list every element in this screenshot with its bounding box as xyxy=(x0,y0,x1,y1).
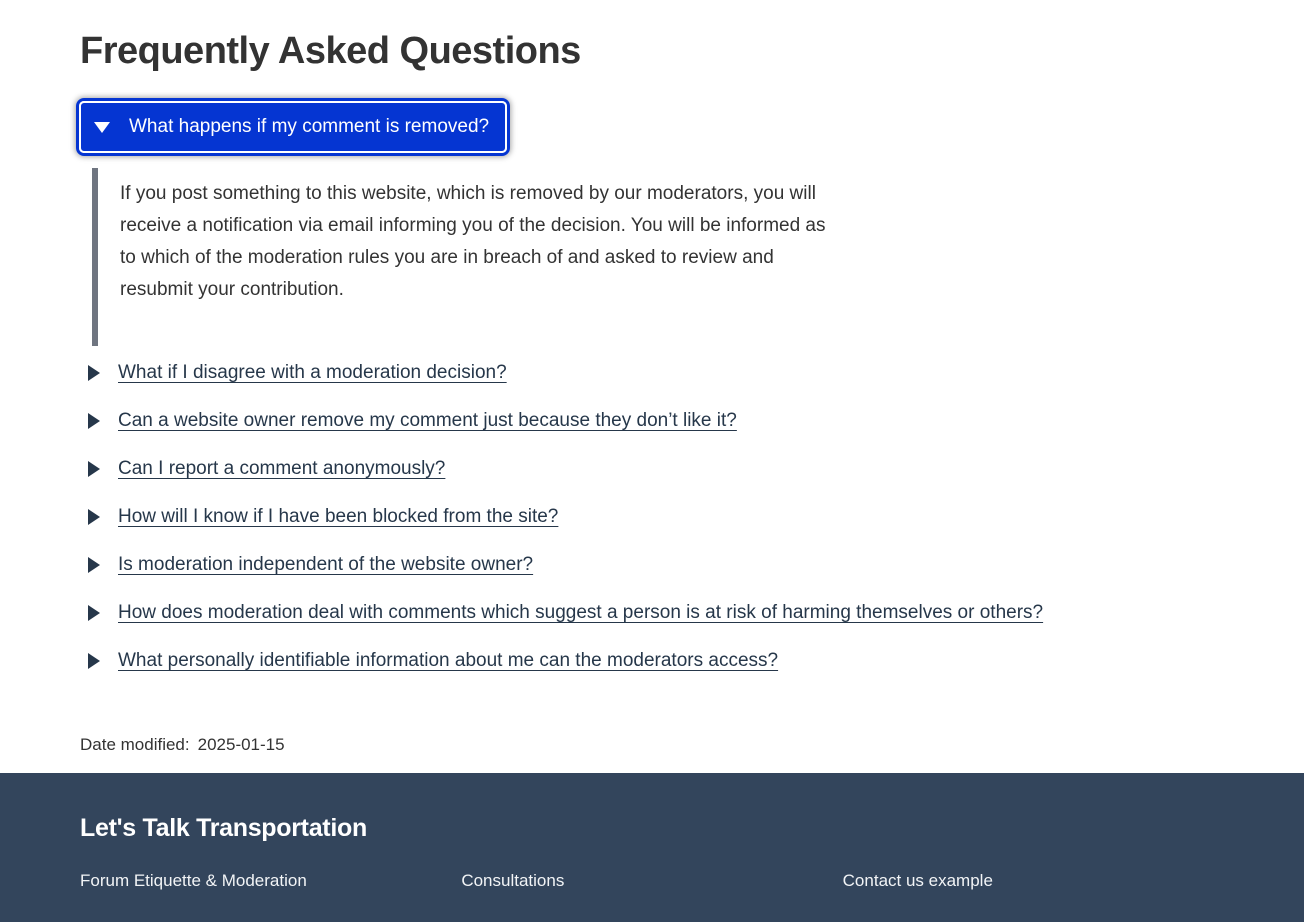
faq-question-toggle[interactable] xyxy=(88,504,1224,530)
footer-brand-title: Let's Talk Transportation xyxy=(80,814,367,842)
faq-question-toggle[interactable] xyxy=(88,600,1224,626)
triangle-right-icon xyxy=(88,605,100,621)
triangle-right-icon xyxy=(88,461,100,477)
faq-item-expanded xyxy=(80,98,1224,346)
page-title: Frequently Asked Questions xyxy=(80,30,581,72)
footer-nav xyxy=(80,868,1224,894)
faq-question-expanded-toggle[interactable] xyxy=(76,98,510,156)
date-modified xyxy=(80,732,1224,758)
footer-link-contact-us[interactable]: Contact us example xyxy=(842,871,993,890)
date-modified-label: Date modified: xyxy=(80,735,190,754)
triangle-right-icon xyxy=(88,413,100,429)
faq-question-toggle[interactable] xyxy=(88,456,1224,482)
triangle-right-icon xyxy=(88,365,100,381)
faq-question-toggle[interactable] xyxy=(88,552,1224,578)
faq-question-toggle[interactable] xyxy=(88,408,1224,434)
faq-accordion xyxy=(80,98,1224,674)
triangle-right-icon xyxy=(88,557,100,573)
faq-question-label: Can a website owner remove my comment just because they don’t like it? xyxy=(118,410,737,431)
faq-question-toggle[interactable] xyxy=(88,648,1224,674)
faq-question-label: Is moderation independent of the website owner? xyxy=(118,554,534,575)
triangle-down-icon xyxy=(94,122,110,133)
triangle-right-icon xyxy=(88,653,100,669)
triangle-right-icon xyxy=(88,509,100,525)
faq-answer-text: If you post something to this website, which is removed by our moderators, you will receive a notification via email informing you of the decision. You will be informed as to which of the moderation rules you are in breach of and asked to review and resubmit your contribution. xyxy=(120,183,826,300)
faq-question-label: Can I report a comment anonymously? xyxy=(118,458,446,479)
faq-question-label: What if I disagree with a moderation decision? xyxy=(118,362,507,383)
site-footer xyxy=(0,773,1304,922)
faq-question-label: How will I know if I have been blocked from the site? xyxy=(118,506,559,527)
footer-link-forum-etiquette[interactable]: Forum Etiquette & Moderation xyxy=(80,871,307,890)
date-modified-value: 2025-01-15 xyxy=(197,735,285,754)
footer-link-consultations[interactable]: Consultations xyxy=(461,871,565,890)
faq-question-label: What personally identifiable information about me can the moderators access? xyxy=(118,650,779,671)
faq-question-toggle[interactable] xyxy=(88,360,1224,386)
faq-question-label: How does moderation deal with comments which suggest a person is at risk of harming themselves or others? xyxy=(118,602,1044,623)
faq-question-expanded-label: What happens if my comment is removed? xyxy=(129,116,490,137)
faq-question-expanded-inner xyxy=(79,101,507,153)
faq-answer-panel xyxy=(92,168,1224,346)
